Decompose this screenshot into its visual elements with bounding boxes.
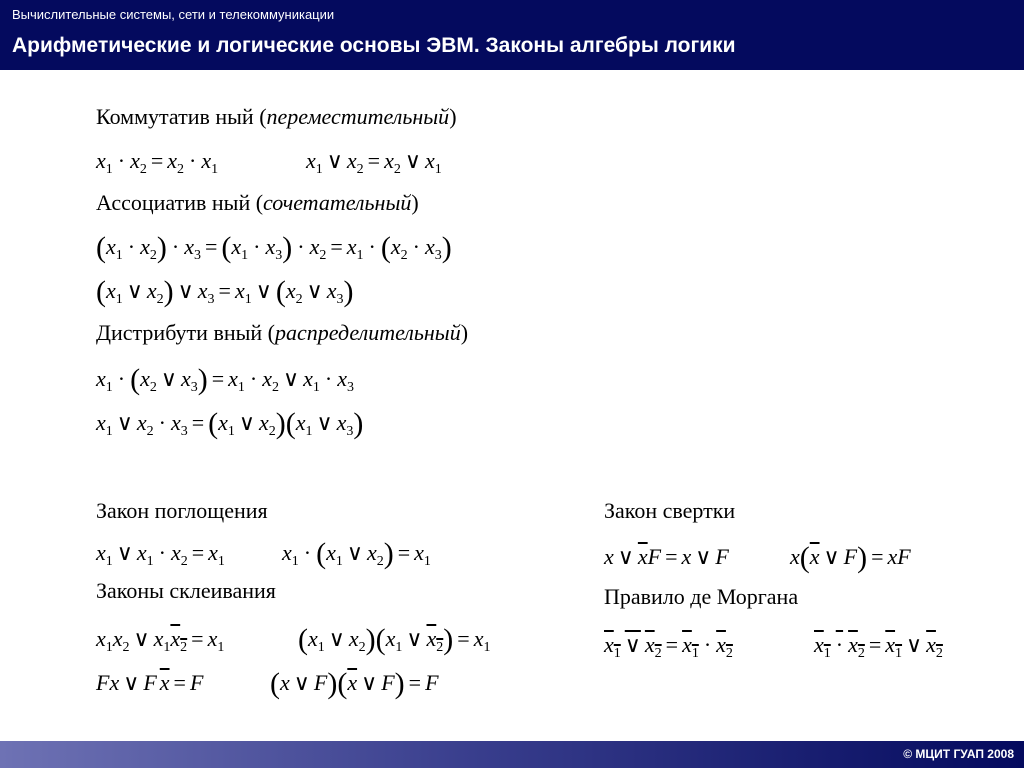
formula-associative-and: $(x_1 \cdot x_2) \cdot x_3 = (x_1 \cdot x_3) \cdot x_2 = x_1 \cdot (x_2 \cdot x_3)$ (96, 231, 452, 264)
formula-convolution-2: $x(\overline{x}$ ∨ F) = xF (790, 541, 911, 574)
formula-demorgan-1: $x_1$ ∨ $x_2 = x_1 \cdot x_2$ (604, 632, 733, 661)
heading-associative: Ассоциатив ный (сочетательный) (96, 190, 419, 215)
formula-distributive-or: $x_1$ ∨ $x_2 \cdot x_3 = (x_1$ ∨ $x_2)(x_1$ ∨ $x_3$) (96, 407, 364, 440)
slide-footer (0, 741, 1024, 768)
heading-demorgan: Правило де Моргана (604, 584, 799, 609)
formula-distributive-and: $x_1 \cdot (x_2$ ∨ $x_3) = x_1 \cdot x_2$ ∨ $x_1 \cdot x_3$ (96, 363, 354, 396)
heading-commutative-alt: переместительный (266, 104, 450, 129)
formula-commutative-and: $x_1 \cdot x_2 = x_2 \cdot x_1$ (96, 148, 219, 177)
heading-associative-alt: сочетательный (263, 190, 412, 215)
heading-distributive-alt: распределительный (275, 320, 461, 345)
heading-absorption: Закон поглощения (96, 498, 268, 523)
formula-gluing-3: Fx ∨ F $\overline{x} = F$ (96, 670, 204, 695)
formula-absorption-2: $x_1 \cdot (x_1$ ∨ $x_2) = x_1$ (282, 537, 431, 570)
formula-absorption-1: $x_1$ ∨ $x_1 \cdot x_2 = x_1$ (96, 540, 225, 569)
heading-associative-name: Ассоциатив ный (96, 190, 251, 215)
heading-distributive: Дистрибути вный (распределительный) (96, 320, 469, 345)
formula-convolution-1: x ∨ $\overline{x}F = x$ ∨ F (604, 544, 729, 569)
heading-distributive-name: Дистрибути вный (96, 320, 263, 345)
heading-commutative-name: Коммутатив ный (96, 104, 254, 129)
formula-gluing-1: $x_1x_2$ ∨ $x_1x_2 = x_1$ (96, 626, 225, 655)
formula-gluing-2: ($x_1$ ∨ $x_2)(x_1$ ∨ $x_2) = x_1$ (298, 623, 491, 656)
formula-demorgan-2: $x_1 \cdot x_2 = x_1$ ∨ $x_2$ (814, 632, 943, 661)
heading-commutative: Коммутатив ный (переместительный) (96, 104, 457, 129)
formula-associative-or: ($x_1$ ∨ $x_2$) ∨ $x_3 = x_1$ ∨ ($x_2$ ∨ $x_3$) (96, 275, 354, 308)
heading-gluing: Законы склеивания (96, 578, 276, 603)
heading-convolution: Закон свертки (604, 498, 736, 523)
formula-commutative-or: $x_1$ ∨ $x_2 = x_2$ ∨ $x_1$ (306, 148, 442, 177)
slide-header (0, 0, 1024, 70)
course-title: Вычислительные системы, сети и телекоммуникации (12, 7, 335, 22)
copyright: © МЦИТ ГУАП 2008 (903, 747, 1014, 761)
slide-title: Арифметические и логические основы ЭВМ. Законы алгебры логики (12, 34, 736, 57)
formula-gluing-4: (x ∨ $F)(\overline{x}$ ∨ F) = F (270, 667, 439, 700)
